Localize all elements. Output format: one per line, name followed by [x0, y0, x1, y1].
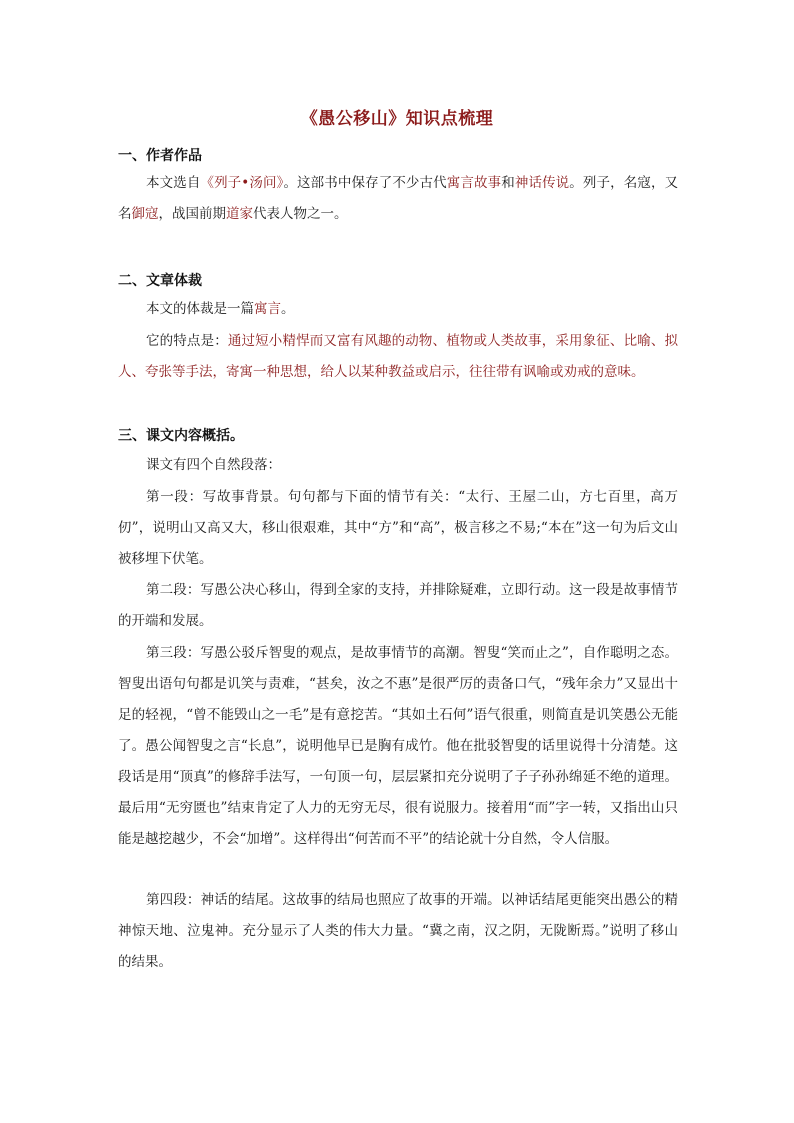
section-heading-author: 一、作者作品 — [118, 148, 202, 164]
keyword-taoism: 道家 — [226, 206, 253, 222]
paragraph-section-1: 第一段：写故事背景。句句都与下面的情节有关：“太行、王屋二山，方七百里，高万仞”，说明山又高又大，移山很艰难，其中“方”和“高”，极言移之不易;“本在”这一句为后文山被移埋下伏笔。 — [118, 489, 678, 567]
text: 。这部书中保存了不少古代 — [283, 175, 447, 191]
text: 。 — [281, 301, 295, 317]
paragraph-genre-features — [118, 326, 678, 388]
text: 本文的体裁是一篇 — [146, 301, 254, 317]
paragraph-intro: 课文有四个自然段落： — [146, 457, 281, 473]
page-title: 《愚公移山》知识点梳理 — [300, 109, 494, 129]
paragraph-section-4: 第四段：神话的结尾。这故事的结局也照应了故事的开端。以神话结尾更能突出愚公的精神惊天地、泣鬼神。充分显示了人类的伟大力量。“冀之南，汉之阴，无陇断焉。”说明了移山的结果。 — [118, 892, 678, 970]
section-heading-content: 三、课文内容概括。 — [118, 428, 244, 444]
keyword-fable: 寓言故事 — [446, 175, 502, 191]
text: 它的特点是： — [146, 333, 228, 349]
keyword-yukou: 御寇 — [131, 206, 159, 222]
paragraph-author — [118, 168, 678, 230]
text: 本文选自 — [146, 175, 201, 191]
keyword-myth: 神话传说 — [514, 175, 570, 191]
source-book: 《列子•汤问》 — [200, 175, 284, 191]
text: 。列子，名寇，又名 — [118, 175, 679, 222]
feature-description: 通过短小精悍而又富有风趣的动物、植物或人类故事，采用象征、比喻、拟人、夸张等手法，寄寓一种思想，给人以某种教益或启示，往往带有讽喻或劝戒的意味。 — [118, 333, 679, 380]
keyword-fable: 寓言 — [254, 301, 281, 317]
text: 和 — [501, 175, 515, 191]
text: ，战国前期 — [158, 206, 226, 222]
paragraph-section-3: 第三段：写愚公驳斥智叟的观点，是故事情节的高潮。智叟“笑而止之”，自作聪明之态。智叟出语句句都是讥笑与责难，“甚矣，汝之不惠”是很严厉的责备口气，“残年余力”又显出十足的轻视，“曾不能毁山之一毛”是有意挖苦。“其如土石何”语气很重，则简直是讥笑愚公无能了。愚公闻智叟之言“长息”，说明他早已是胸有成竹。他在批驳智叟的话里说得十分清楚。这段话是用“顶真”的修辞手法写，一句顶一句，层层紧扣充分说明了子子孙孙绵延不绝的道理。最后用“无穷匮也”结束肯定了人力的无穷无尽，很有说服力。接着用“而”字一转，又指出山只能是越挖越少，不会“加增”。这样得出“何苦而不平”的结论就十分自然，令人信服。 — [118, 645, 678, 847]
section-heading-genre: 二、文章体裁 — [118, 273, 202, 289]
text: 代表人物之一。 — [253, 206, 348, 222]
paragraph-genre — [118, 294, 678, 325]
paragraph-section-2: 第二段：写愚公决心移山，得到全家的支持，并排除疑难，立即行动。这一段是故事情节的开端和发展。 — [118, 582, 678, 629]
